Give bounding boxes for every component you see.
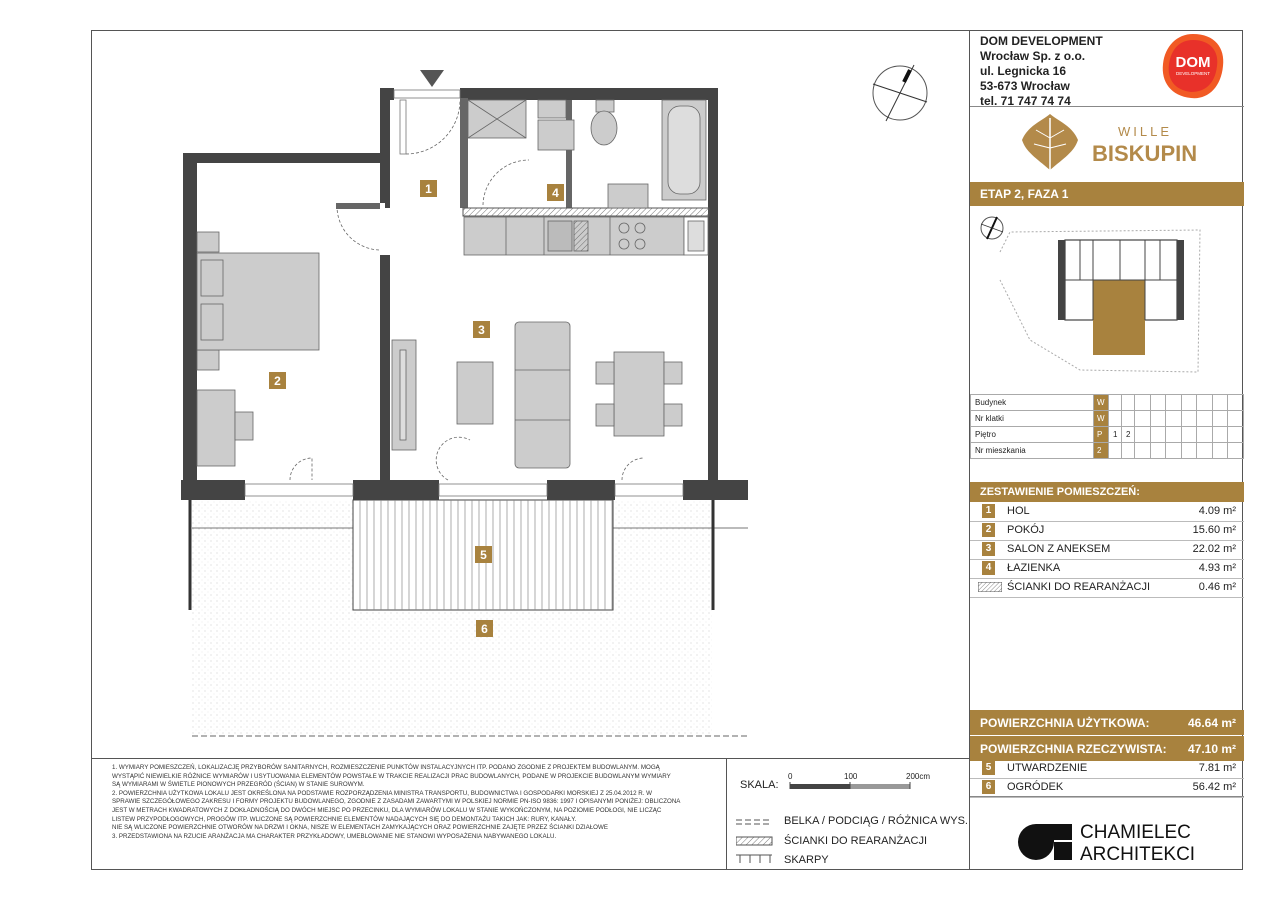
plan-label-text: 5 [480,548,487,562]
room-area: 7.81 m² [1198,762,1236,774]
location-value: W [1094,411,1109,427]
company-line: Wrocław Sp. z o.o. [980,49,1086,63]
room-area: 15.60 m² [1192,524,1236,536]
site-plan-thumbnail [970,210,1244,390]
location-value [1109,411,1122,427]
logo-text: DOM [1175,54,1211,71]
architect-name-2: ARCHITEKCI [1080,844,1196,865]
rooms-title: ZESTAWIENIE POMIESZCZEŃ: [970,482,1244,502]
room-number: 3 [982,542,995,556]
room-name: OGRÓDEK [1007,781,1064,793]
room-row [970,540,1244,560]
plan-label-3 [473,321,490,338]
real-value: 47.10 m² [1187,742,1236,756]
project-biskupin: BISKUPIN [1092,141,1198,166]
room-row [970,559,1244,579]
room-row [970,759,1244,779]
bottom-divider [91,758,969,759]
plan-label-text: 3 [478,323,485,337]
location-value: P [1094,427,1109,443]
real-label: POWIERZCHNIA RZECZYWISTA: [980,742,1167,756]
scale-tick-100: 100 [844,772,858,781]
location-row [971,411,1244,427]
compass-icon [873,65,927,121]
legend-scianki: ŚCIANKI DO REARANŻACJI [784,835,928,847]
location-row [971,443,1244,459]
location-label: Nr klatki [971,411,1094,427]
location-value [1122,411,1135,427]
room-number: 5 [982,761,995,775]
room-row [970,502,1244,522]
plan-label-5 [475,546,492,563]
location-value [1109,443,1122,459]
room-number: 2 [982,523,995,537]
room-area: 0.46 m² [1198,581,1236,593]
location-label: Nr mieszkania [971,443,1094,459]
room-name: SALON Z ANEKSEM [1007,543,1111,555]
total-usable-area [970,710,1244,735]
location-row [971,427,1244,443]
room-name: ŚCIANKI DO REARANŻACJI [1007,581,1151,593]
company-info [980,34,1103,109]
note-line: NIE SĄ WLICZONE POWIERZCHNIE OTWORÓW NA DRZWI I OKNA, NISZE W ELEMENTACH ZAMYKAJĄCYCH ORAZ POWIERZCHNIE ZAJĘTE PRZEZ ŚCIANKI DZIAŁOWE [112,824,608,832]
etap-bar: ETAP 2, FAZA 1 [970,182,1244,206]
location-value: 1 [1109,427,1122,443]
project-wille: WILLE [1118,124,1173,139]
plan-label-2 [269,372,286,389]
room-area: 4.93 m² [1198,562,1236,574]
location-value [1109,395,1122,411]
location-table [970,394,1244,459]
room-number: 1 [982,504,995,518]
entrance-arrow-icon [420,70,444,87]
plan-label-1 [420,180,437,197]
company-phone: tel. 71 747 74 74 [980,94,1071,108]
room-row [970,778,1244,798]
location-value [1122,395,1135,411]
plan-label-6 [476,620,493,637]
notes [112,764,712,841]
company-name: DOM DEVELOPMENT [980,34,1103,48]
location-label: Budynek [971,395,1094,411]
usable-value: 46.64 m² [1187,716,1236,730]
plan-label-text: 4 [552,186,559,200]
room-area: 56.42 m² [1192,781,1236,793]
note-line: 3. PRZEDSTAWIONA NA RZUCIE ARANŻACJA MA CHARAKTER PRZYKŁADOWY, UMEBLOWANIE NIE STANOWI WYPOSAŻENIA NABYWANEGO LOKALU. [112,832,557,840]
architect-name-1: CHAMIELEC [1080,822,1191,843]
room-name: POKÓJ [1007,524,1045,536]
logo-subtext: DEVELOPMENT [1175,71,1211,76]
legend-belka: BELKA / PODCIĄG / RÓŻNICA WYS. [784,815,968,827]
note-line: 2. POWIERZCHNIA UŻYTKOWA LOKALU JEST OKREŚLONA NA PODSTAWIE ROZPORZĄDZENIA MINISTRA TRANSPORTU, BUDOWNICTWA I GOSPODARKI MORSKIEJ Z 25.04.2012 R. W [112,789,653,797]
note-line: JEST W METRACH KWADRATOWYCH Z DOKŁADNOŚCIĄ DO DWÓCH MIEJSC PO PRZECINKU, DLA WYMIARÓW LOKALU W STANIE WYKOŃCZONYM, NA POZIOMIE PODŁOGI, NIE LICZĄC [112,806,662,814]
room-name: ŁAZIENKA [1007,562,1061,574]
note-line: SPRAWIE SZCZEGÓŁOWEGO ZAKRESU I FORMY PROJEKTU BUDOWLANEGO, ZGODNIE Z ZASADAMI ZAWARTYMI W POLSKIEJ NORMIE PN-ISO 9836: 1997 I OPISANYMI PONIŻEJ: OBLICZONA [112,798,681,806]
room-number: 6 [982,780,995,794]
location-label: Piętro [971,427,1094,443]
note-line: LISTEW PRZYPODŁOGOWYCH, PROGÓW ITP. WLICZONE SĄ POWIERZCHNIE ELEMENTÓW NADAJĄCYCH SIĘ DO DEMONTAŻU TAKICH JAK: RURY, KANAŁY. [112,815,577,823]
wille-biskupin-logo [970,108,1244,180]
room-name: UTWARDZENIE [1007,762,1088,774]
note-line: SĄ WYMIARAMI W ŚWIETLE PIONOWYCH PRZEGRÓD (ŚCIAN) W STANIE SUROWYM. [112,781,365,789]
dom-development-logo [1159,32,1227,102]
note-line: WYSTĄPIĆ NIEWIELKIE RÓŻNICE WYMIARÓW I USYTUOWANIA ELEMENTÓW POWSTAŁE W TRAKCIE REALIZACJI PRAC BUDOWLANYCH, PODANE W PROJEKCIE BUDOWLANYM WYMIARY [112,772,671,780]
room-number: 4 [982,561,995,575]
room-name: HOL [1007,505,1030,517]
location-row [971,395,1244,411]
usable-label: POWIERZCHNIA UŻYTKOWA: [980,716,1150,730]
room-row [970,521,1244,541]
total-real-area [970,736,1244,761]
room-area: 4.09 m² [1198,505,1236,517]
scale-tick-200: 200cm [906,772,931,781]
plan-label-text: 6 [481,622,488,636]
plan-label-4 [547,184,564,201]
room-row-walls [970,578,1244,598]
architect-mark-icon [1016,822,1076,862]
note-line: 1. WYMIARY POMIESZCZEŃ, LOKALIZACJĘ PRZYBORÓW SANITARNYCH, ROZMIESZCZENIE PUNKTÓW INSTALACYJNYCH ITP. PODANO ZGODNIE Z PROJEKTEM BUDOWLANYM. MOGĄ [112,764,660,771]
plan-label-text: 1 [425,182,432,196]
company-city: 53-673 Wrocław [980,79,1070,93]
plan-label-text: 2 [274,374,281,388]
scale-tick-0: 0 [788,772,793,781]
company-address: ul. Legnicka 16 [980,64,1067,78]
location-value: W [1094,395,1109,411]
location-value [1122,443,1135,459]
location-value: 2 [1122,427,1135,443]
title-block [969,30,1243,870]
legend-skarpy: SKARPY [784,854,829,866]
scale-label: SKALA: [740,779,779,791]
architect-logo [1016,822,1196,867]
room-area: 22.02 m² [1192,543,1236,555]
location-value: 2 [1094,443,1109,459]
